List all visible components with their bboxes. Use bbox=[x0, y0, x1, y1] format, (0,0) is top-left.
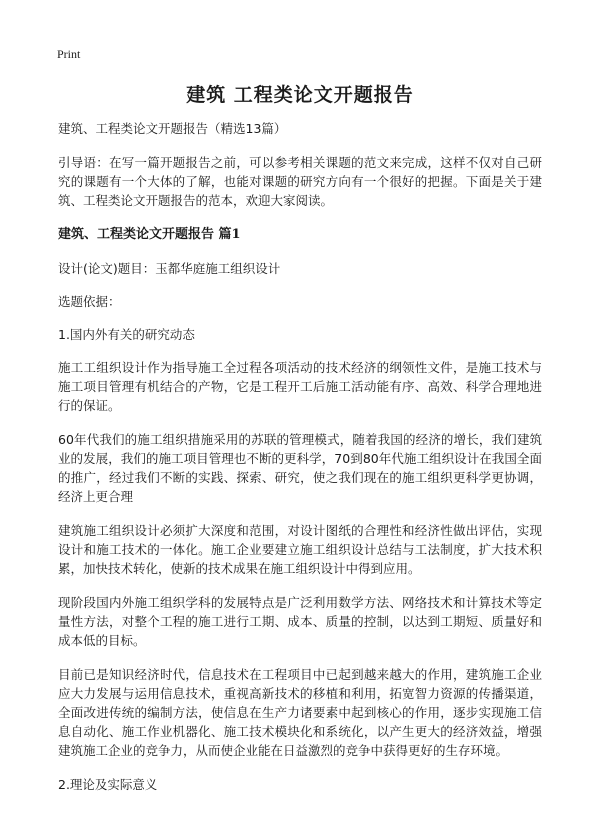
point-1-heading: 1.国内外有关的研究动态 bbox=[58, 327, 195, 342]
body-paragraph: 目前已是知识经济时代，信息技术在工程项目中已起到越来越大的作用，建筑施工企业应大力发展与运用信息技术，重视高新技术的移植和利用，拓宽智力资源的传播渠道，全面改进传统的编制方法，使信息在生产力诸要素中起到核心的作用，逐步实现施工信息自动化、施工作业机器化、施工技术模块化和系统化，以产生更大的经济效益，增强建筑施工企业的竞争力，从而使企业能在日益激烈的竞争中获得更好的生存环境。 bbox=[58, 667, 542, 758]
article-subtitle: 建筑、工程类论文开题报告（精选13篇） bbox=[58, 121, 287, 136]
basis-label: 选题依据： bbox=[58, 294, 121, 309]
body-paragraph: 60年代我们的施工组织措施采用的苏联的管理模式，随着我国的经济的增长，我们建筑业的发展，我们的施工项目管理也不断的更科学，70到80年代施工组织设计在我国全面的推广，经过我们不断的实践、探索、研究，使之我们现在的施工组织更科学更协调，经济上更合理 bbox=[58, 432, 542, 504]
article-body bbox=[58, 120, 542, 808]
page-title: 建筑 工程类论文开题报告 bbox=[186, 84, 414, 106]
intro-paragraph: 引导语：在写一篇开题报告之前，可以参考相关课题的范文来完成，这样不仅对自己研究的课题有一个大体的了解，也能对课题的研究方向有一个很好的把握。下面是关于建筑、工程类论文开题报告的范本，欢迎大家阅读。 bbox=[58, 155, 542, 208]
design-title: 设计(论文)题目：玉都华庭施工组织设计 bbox=[58, 261, 281, 276]
print-link[interactable]: Print bbox=[57, 47, 81, 61]
section-heading: 建筑、工程类论文开题报告 篇1 bbox=[58, 227, 241, 242]
body-paragraph: 施工工组织设计作为指导施工全过程各项活动的技术经济的纲领性文件，是施工技术与施工项目管理有机结合的产物，它是工程开工后施工活动能有序、高效、科学合理地进行的保证。 bbox=[58, 360, 542, 413]
point-2-heading: 2.理论及实际意义 bbox=[58, 777, 158, 792]
body-paragraph: 建筑施工组织设计必须扩大深度和范围，对设计图纸的合理性和经济性做出评估，实现设计和施工技术的一体化。施工企业要建立施工组织设计总结与工法制度，扩大技术积累，加快技术转化，使新的技术成果在施工组织设计中得到应用。 bbox=[58, 523, 542, 576]
body-paragraph: 现阶段国内外施工组织学科的发展特点是广泛利用数学方法、网络技术和计算技术等定量性方法，对整个工程的施工进行工期、成本、质量的控制，以达到工期短、质量好和成本低的目标。 bbox=[58, 595, 542, 648]
